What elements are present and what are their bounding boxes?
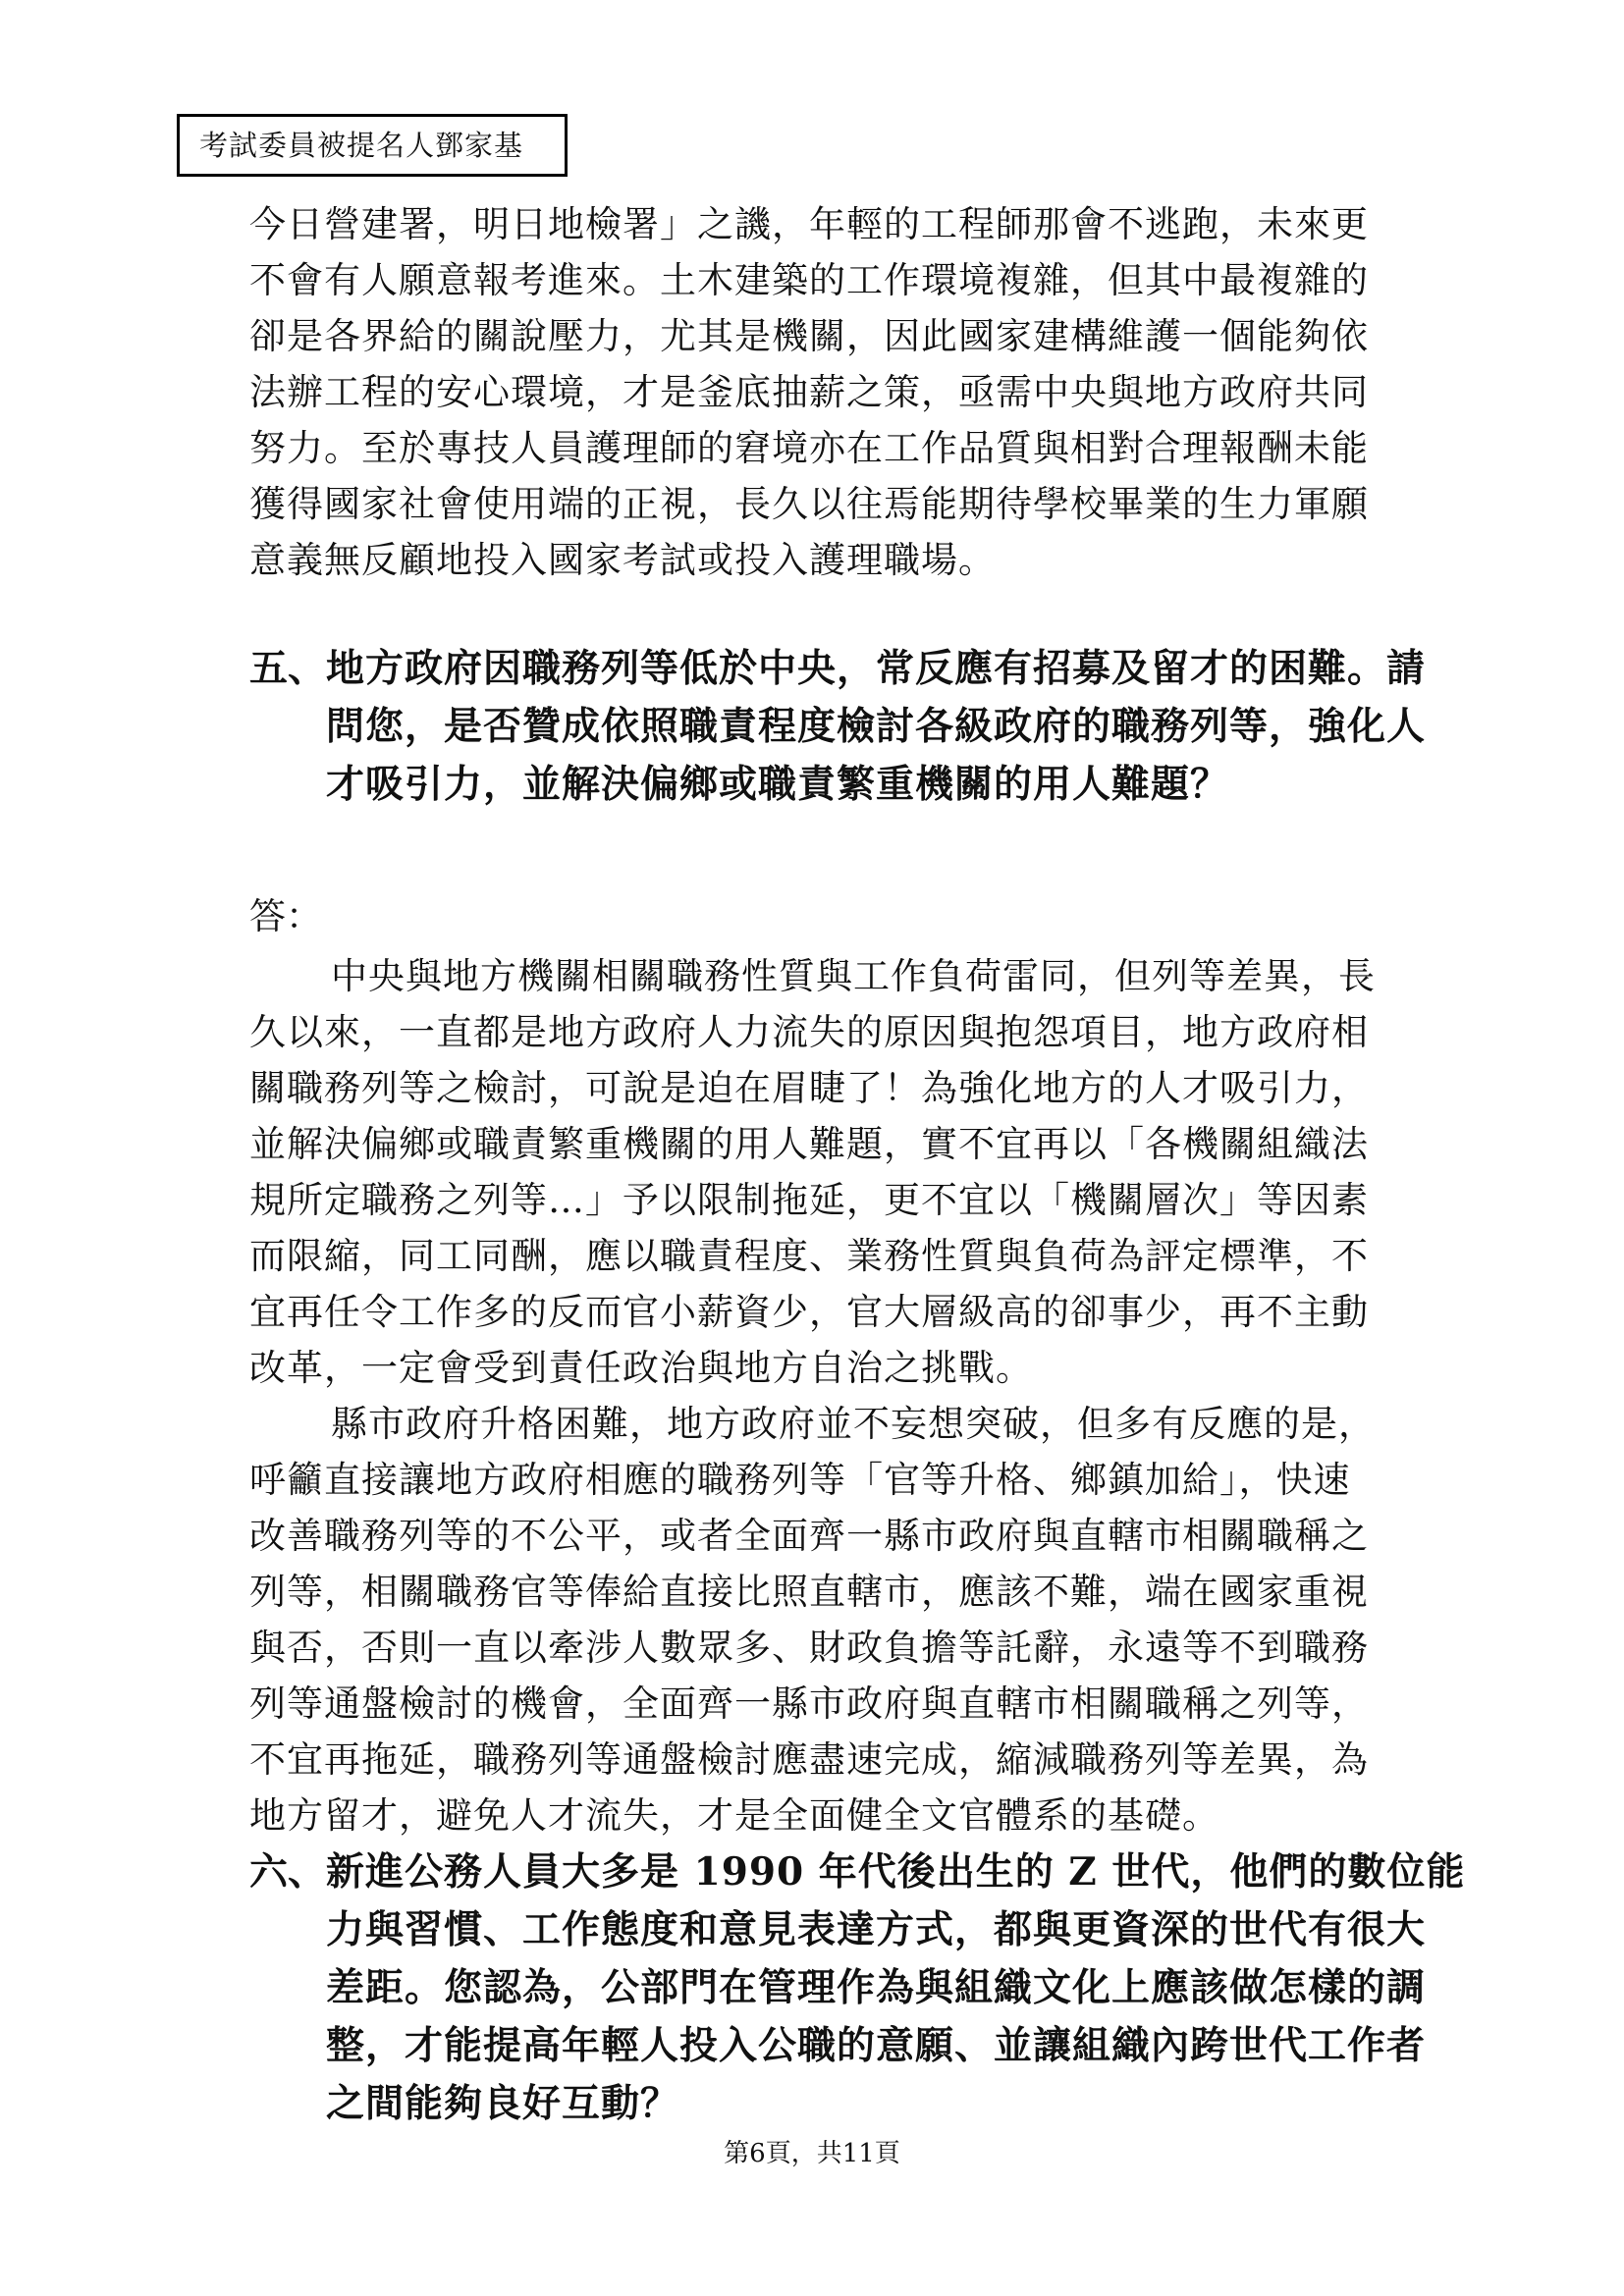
text-line: 並解決偏鄉或職責繁重機關的用人難題，實不宜再以「各機關組織法 xyxy=(249,1123,1369,1165)
question-line: 之間能夠良好互動？ xyxy=(326,2081,680,2126)
question-number: 六、 xyxy=(249,1849,327,1895)
question-line: 差距。您認為，公部門在管理作為與組織文化上應該做怎樣的調 xyxy=(326,1965,1427,2010)
text-line: 規所定職務之列等…」予以限制拖延，更不宜以「機關層次」等因素 xyxy=(249,1179,1369,1221)
text-line: 努力。至於專技人員護理師的窘境亦在工作品質與相對合理報酬未能 xyxy=(249,427,1369,469)
answer-paragraph-2 xyxy=(249,1396,1379,1843)
text-line: 關職務列等之檢討，可說是迫在眉睫了！為強化地方的人才吸引力， xyxy=(249,1067,1369,1109)
text-line: 呼籲直接讓地方政府相應的職務列等「官等升格、鄉鎮加給」，快速 xyxy=(249,1459,1351,1501)
text-line: 地方留才，避免人才流失，才是全面健全文官體系的基礎。 xyxy=(249,1794,1219,1837)
question-line: 地方政府因職務列等低於中央，常反應有招募及留才的困難。請 xyxy=(326,646,1427,691)
text-line: 縣市政府升格困難，地方政府並不妄想突破，但多有反應的是， xyxy=(331,1403,1376,1445)
answer-paragraph-1 xyxy=(249,948,1379,1396)
intro-paragraph xyxy=(249,196,1379,588)
text-line: 法辦工程的安心環境，才是釜底抽薪之策，亟需中央與地方政府共同 xyxy=(249,371,1369,413)
text-line: 獲得國家社會使用端的正視，長久以往焉能期待學校畢業的生力軍願 xyxy=(249,483,1369,525)
text-line: 列等，相關職務官等俸給直接比照直轄市，應該不難，端在國家重視 xyxy=(249,1571,1369,1613)
text-line: 今日營建署，明日地檢署」之譏，年輕的工程師那會不逃跑，未來更 xyxy=(249,203,1369,245)
text-line: 意義無反顧地投入國家考試或投入護理職場。 xyxy=(249,539,996,581)
text-line: 卻是各界給的關說壓力，尤其是機關，因此國家建構維護一個能夠依 xyxy=(249,315,1369,357)
question-number: 五、 xyxy=(249,646,327,691)
text-line: 列等通盤檢討的機會，全面齊一縣市政府與直轄市相關職稱之列等， xyxy=(249,1682,1369,1725)
question-text xyxy=(326,1843,1465,2133)
nominee-header-label: 考試委員被提名人鄧家基 xyxy=(177,114,568,177)
text-line: 不宜再拖延，職務列等通盤檢討應盡速完成，縮減職務列等差異，為 xyxy=(249,1738,1369,1781)
question-text xyxy=(326,640,1426,814)
question-line: 問您，是否贊成依照職責程度檢討各級政府的職務列等，強化人 xyxy=(326,704,1427,749)
text-line: 改革，一定會受到責任政治與地方自治之挑戰。 xyxy=(249,1347,1033,1389)
text-line: 宜再任令工作多的反而官小薪資少，官大層級高的卻事少，再不主動 xyxy=(249,1291,1369,1333)
text-line: 與否，否則一直以牽涉人數眾多、財政負擔等託辭，永遠等不到職務 xyxy=(249,1627,1369,1669)
question-line: 新進公務人員大多是 1990 年代後出生的 Z 世代，他們的數位能 xyxy=(326,1849,1466,1895)
text-line: 改善職務列等的不公平，或者全面齊一縣市政府與直轄市相關職稱之 xyxy=(249,1515,1369,1557)
answer-label: 答： xyxy=(249,895,322,937)
text-line: 不會有人願意報考進來。土木建築的工作環境複雜，但其中最複雜的 xyxy=(249,259,1369,301)
question-line: 力與習慣、工作態度和意見表達方式，都與更資深的世代有很大 xyxy=(326,1907,1427,1952)
text-line: 久以來，一直都是地方政府人力流失的原因與抱怨項目，地方政府相 xyxy=(249,1011,1369,1053)
question-line: 才吸引力，並解決偏鄉或職責繁重機關的用人難題？ xyxy=(326,762,1230,807)
question-line: 整，才能提高年輕人投入公職的意願、並讓組織內跨世代工作者 xyxy=(326,2023,1427,2068)
text-line: 而限縮，同工同酬，應以職責程度、業務性質與負荷為評定標準，不 xyxy=(249,1235,1369,1277)
page-number: 第6頁，共11頁 xyxy=(724,2139,900,2168)
text-line: 中央與地方機關相關職務性質與工作負荷雷同，但列等差異，長 xyxy=(331,955,1376,997)
